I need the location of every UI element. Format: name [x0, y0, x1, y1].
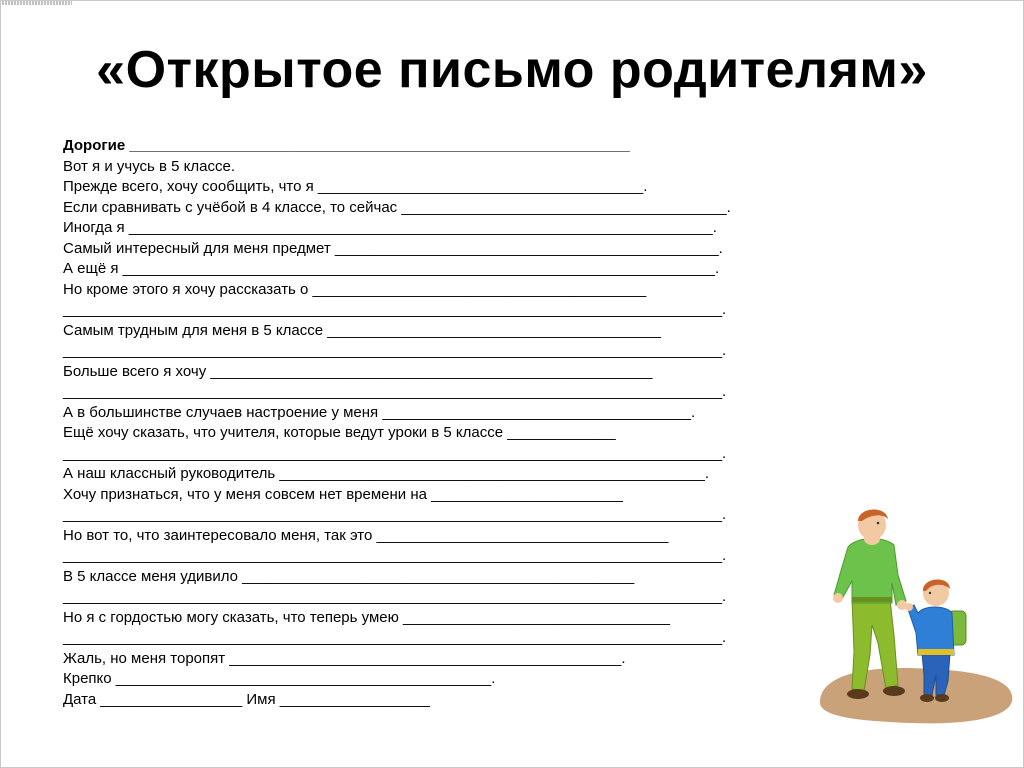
letter-line: Больше всего я хочу _____________________________________________________: [63, 362, 653, 380]
father-and-son-illustration: [812, 505, 1018, 727]
father-shirt: [834, 538, 906, 605]
letter-line: Ещё хочу сказать, что учителя, которые ведут уроки в 5 классе _____________: [63, 424, 616, 441]
father-hand-left: [833, 593, 843, 603]
page-title: «Открытое письмо родителям»: [96, 41, 928, 99]
letter-line: Крепко _____________________________________________.: [63, 670, 496, 687]
boy-hand: [905, 603, 913, 611]
letter-line: Самый интересный для меня предмет ______________________________________________.: [63, 239, 723, 257]
letter-line: Дата _________________ Имя __________________: [63, 690, 430, 708]
boy-jacket-trim: [918, 649, 954, 655]
father-shoe-left: [847, 689, 869, 699]
letter-line: Самым трудным для меня в 5 классе ________________________________________: [63, 321, 661, 339]
letter-line: Хочу признаться, что у меня совсем нет времени на _______________________: [63, 485, 624, 503]
letter-line: _______________________________________________________________________________.: [63, 506, 727, 523]
letter-line: Дорогие ____________________________________________________________: [63, 137, 630, 154]
letter-line: Но кроме этого я хочу рассказать о ________________________________________: [63, 280, 647, 298]
letter-line: А в большинстве случаев настроение у меня _____________________________________.: [63, 403, 696, 421]
father-shoe-right: [883, 686, 905, 696]
slide-corner-mark: [2, 1, 72, 5]
father-belt: [852, 597, 892, 602]
boy-shoe-right: [935, 694, 949, 702]
letter-line: _______________________________________________________________________________.: [63, 547, 727, 564]
letter-line: _______________________________________________________________________________.: [63, 444, 727, 462]
letter-line: Вот я и учусь в 5 классе.: [63, 157, 236, 175]
father-eye: [877, 522, 880, 525]
boy-eye: [929, 592, 931, 594]
letter-line: _______________________________________________________________________________.: [63, 629, 727, 646]
letter-line: А наш классный руководитель ___________________________________________________.: [63, 465, 710, 482]
boy-jacket: [908, 605, 954, 655]
letter-line: Иногда я ______________________________________________________________________.: [63, 219, 717, 236]
letter-template: [63, 136, 843, 710]
letter-line: Если сравнивать с учёбой в 4 классе, то сейчас _______________________________________.: [63, 198, 731, 216]
letter-line: Но вот то, что заинтересовало меня, так это ___________________________________: [63, 526, 669, 544]
letter-line: _______________________________________________________________________________.: [63, 588, 727, 605]
letter-line: _______________________________________________________________________________.: [63, 342, 727, 359]
letter-line: Жаль, но меня торопят _______________________________________________.: [63, 649, 626, 667]
letter-line: _______________________________________________________________________________.: [63, 301, 727, 318]
letter-line: В 5 классе меня удивило _______________________________________________: [63, 567, 635, 585]
letter-line: Прежде всего, хочу сообщить, что я _______________________________________.: [63, 178, 648, 195]
boy-shoe-left: [920, 694, 934, 702]
letter-line: Но я с гордостью могу сказать, что теперь умею ________________________________: [63, 608, 670, 626]
letter-line: А ещё я _______________________________________________________________________.: [63, 260, 720, 277]
letter-line: _______________________________________________________________________________.: [63, 383, 727, 400]
boy-legs: [922, 653, 950, 695]
